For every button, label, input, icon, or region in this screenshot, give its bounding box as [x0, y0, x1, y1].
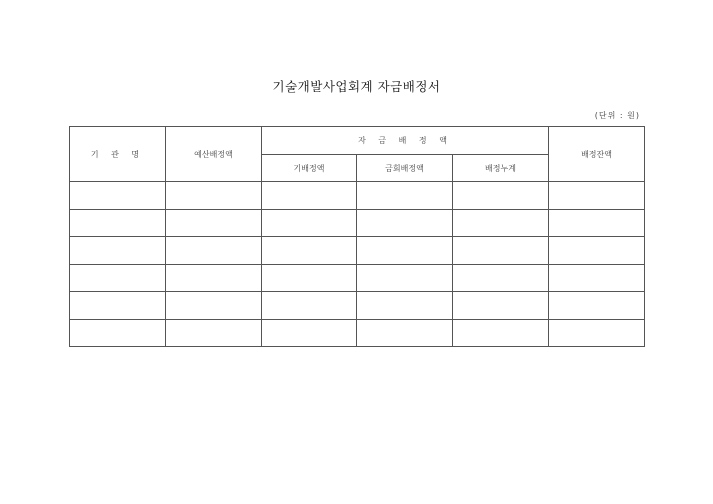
- table-cell: [549, 292, 645, 320]
- table-row: [70, 292, 645, 320]
- table-row: [70, 182, 645, 210]
- table-cell: [166, 319, 262, 347]
- table-cell: [549, 182, 645, 210]
- table-row: [70, 264, 645, 292]
- table-cell: [166, 292, 262, 320]
- table-cell: [357, 319, 453, 347]
- header-cumulative-allocation: 배정누계: [453, 155, 549, 182]
- table-cell: [549, 264, 645, 292]
- header-current-allocation: 금회배정액: [357, 155, 453, 182]
- table-cell: [549, 319, 645, 347]
- table-cell: [70, 182, 166, 210]
- table-row: [70, 237, 645, 265]
- table-cell: [453, 292, 549, 320]
- header-previous-allocation: 기배정액: [262, 155, 357, 182]
- table-cell: [453, 209, 549, 237]
- table-cell: [262, 182, 357, 210]
- document-title: 기술개발사업회계 자금배정서: [272, 79, 441, 94]
- table-cell: [166, 237, 262, 265]
- table-cell: [453, 237, 549, 265]
- table-cell: [166, 209, 262, 237]
- table-cell: [70, 237, 166, 265]
- table-cell: [357, 264, 453, 292]
- table-cell: [262, 264, 357, 292]
- header-budget-allocation: 예산배정액: [166, 127, 262, 182]
- table-cell: [357, 237, 453, 265]
- table-cell: [262, 209, 357, 237]
- table-cell: [453, 264, 549, 292]
- header-row-top: [70, 127, 645, 155]
- table-cell: [262, 292, 357, 320]
- table-cell: [357, 182, 453, 210]
- table-cell: [70, 319, 166, 347]
- table-cell: [262, 319, 357, 347]
- header-remaining-allocation: 배정잔액: [549, 127, 645, 182]
- table-row: [70, 319, 645, 347]
- table-cell: [70, 292, 166, 320]
- header-fund-allocation: 자 금 배 정 액: [262, 127, 549, 155]
- table-cell: [166, 264, 262, 292]
- header-agency: 기 관 명: [70, 127, 166, 182]
- table-cell: [549, 237, 645, 265]
- table-cell: [453, 319, 549, 347]
- table-cell: [549, 209, 645, 237]
- table-cell: [453, 182, 549, 210]
- fund-allocation-table: [69, 126, 645, 347]
- table-body: [70, 182, 645, 347]
- table-cell: [166, 182, 262, 210]
- table-cell: [70, 209, 166, 237]
- table-cell: [70, 264, 166, 292]
- table-row: [70, 209, 645, 237]
- unit-label: (단위 : 원): [594, 111, 640, 120]
- table-cell: [357, 292, 453, 320]
- table-cell: [262, 237, 357, 265]
- table-cell: [357, 209, 453, 237]
